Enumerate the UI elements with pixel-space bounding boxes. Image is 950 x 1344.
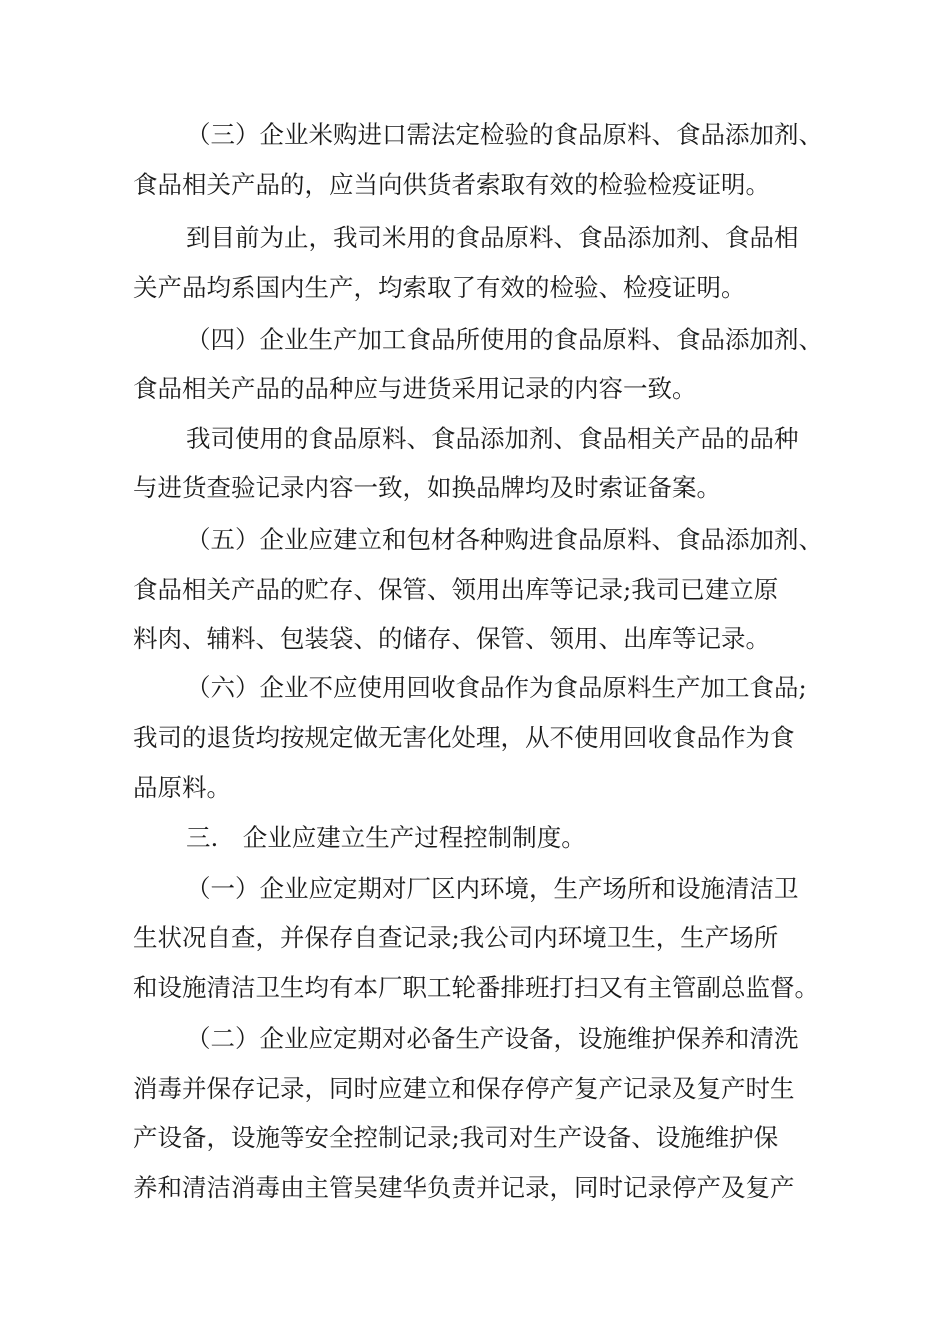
text-line: （五）企业应建立和包材各种购进食品原料、食品添加剂、 (186, 525, 823, 554)
text-line: 食品相关产品的贮存、保管、领用出库等记录;我司已建立原 (133, 575, 779, 604)
text-line: 养和清洁消毒由主管吴建华负责并记录，同时记录停产及复产 (133, 1173, 795, 1202)
text-line: 生状况自查，并保存自查记录;我公司内环境卫生，生产场所 (133, 923, 779, 952)
text-line: 食品相关产品的品种应与进货采用记录的内容一致。 (133, 374, 697, 403)
text-line: 到目前为止，我司米用的食品原料、食品添加剂、食品相 (186, 223, 799, 252)
text-line: 我司使用的食品原料、食品添加剂、食品相关产品的品种 (186, 424, 799, 453)
text-line: （四）企业生产加工食品所使用的食品原料、食品添加剂、 (186, 325, 823, 354)
text-line: 我司的退货均按规定做无害化处理，从不使用回收食品作为食 (133, 723, 795, 752)
text-line: 产设备，设施等安全控制记录;我司对生产设备、设施维护保 (133, 1123, 779, 1152)
text-line: 关产品均系国内生产，均索取了有效的检验、检疫证明。 (133, 273, 746, 302)
text-line: （一）企业应定期对厂区内环境，生产场所和设施清洁卫 (186, 874, 799, 903)
text-line: （六）企业不应使用回收食品作为食品原料生产加工食品; (186, 673, 807, 702)
text-line: 和设施清洁卫生均有本厂职工轮番排班打扫又有主管副总监督。 (133, 973, 819, 1002)
section-heading: 三. 企业应建立生产过程控制制度。 (186, 823, 586, 852)
text-line: 品原料。 (133, 773, 231, 802)
text-line: （三）企业米购进口需法定检验的食品原料、食品添加剂、 (186, 120, 823, 149)
text-line: 与进货查验记录内容一致，如换品牌均及时索证备案。 (133, 473, 721, 502)
text-line: 食品相关产品的，应当向供货者索取有效的检验检疫证明。 (133, 170, 770, 199)
text-line: 料肉、辅料、包装袋、的储存、保管、领用、出库等记录。 (133, 624, 770, 653)
text-line: （二）企业应定期对必备生产设备，设施维护保养和清洗 (186, 1024, 799, 1053)
text-line: 消毒并保存记录，同时应建立和保存停产复产记录及复产时生 (133, 1074, 795, 1103)
